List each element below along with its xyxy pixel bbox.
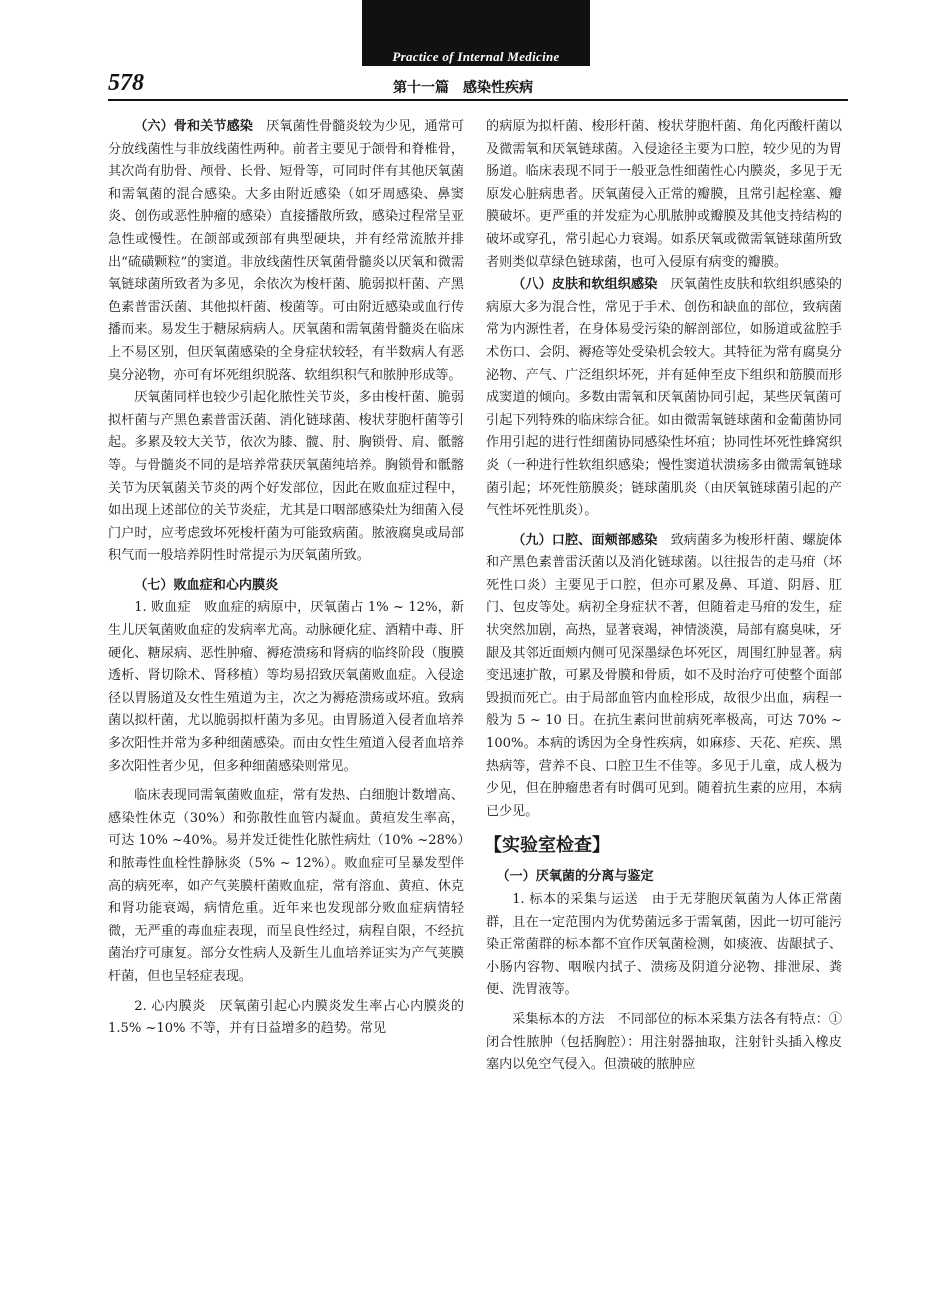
- paragraph: （八）皮肤和软组织感染 厌氧菌性皮肤和软组织感染的病原大多为混合性，常见于手术、创伤和缺血的部位，致病菌常为内源性者，在身体易受污染的解剖部位，如肠道或盆腔手术伤口、会阴、褥疮等处受染机会较大。其特征为常有腐臭分泌物、产气、广泛组织坏死，并有延伸至皮下组织和筋膜而形成窦道的倾向。多数由需氧和厌氧菌协同引起，某些厌氧菌可引起下列特殊的临床综合征。如由微需氧链球菌和金葡菌协同作用引起的进行性细菌协同感染性坏疽；协同性坏死性蜂窝织炎（一种进行性软组织感染；慢性窦道状溃疡多由微需氧链球菌引起；坏死性筋膜炎；链球菌肌炎（由厌氧链球菌引起的产气性坏死性肌炎）。: [486, 277, 843, 519]
- chapter-title: 第十一篇 感染性疾病: [393, 80, 533, 96]
- subheading: 1. 败血症: [134, 600, 191, 616]
- subheading: 1. 标本的采集与运送: [512, 892, 639, 907]
- page-number: 578: [108, 70, 144, 96]
- section-heading: （一）厌氧菌的分离与鉴定: [496, 869, 654, 885]
- header-divider: [108, 99, 848, 101]
- subheading: 2. 心内膜炎: [134, 998, 206, 1014]
- right-column: [486, 116, 842, 1077]
- section-heading: （八）皮肤和软组织感染: [512, 277, 658, 293]
- journal-banner: [362, 0, 590, 66]
- journal-title: Practice of Internal Medicine: [392, 49, 560, 64]
- paragraph: 的病原为拟杆菌、梭形杆菌、梭状芽胞杆菌、角化丙酸杆菌以及微需氧和厌氧链球菌。入侵途径主要为口腔，较少见的为胃肠道。临床表现不同于一般亚急性细菌性心内膜炎，多见于无原发心脏病患者。厌氧菌侵入正常的瓣膜，且常引起栓塞、瓣膜破坏。更严重的并发症为心肌脓肿或瓣膜及其他支持结构的破坏或穿孔，常引起心力衰竭。如系厌氧或微需氧链球菌所致者则类似草绿色链球菌，也可入侵原有病变的瓣膜。: [486, 119, 842, 270]
- section-heading: （六）骨和关节感染: [134, 119, 253, 134]
- lab-section-heading: 【实验室检查】: [484, 835, 610, 857]
- paragraph: 1. 败血症 败血症的病原中，厌氧菌占 1% ~ 12%，新生儿厌氧菌败血症的发病率尤高。动脉硬化症、酒精中毒、肝硬化、糖尿病、恶性肿瘤、褥疮溃疡和肾病的临终阶段（腹膜透析、肾切除术、肾移植）等均易招致厌氧菌败血症。入侵途径以胃肠道及女性生殖道为主，次之为褥疮溃疡或坏疽。致病菌以拟杆菌，尤以脆弱拟杆菌为多见。由胃肠道入侵者血培养多次阳性并常为多种细菌感染。而由女性生殖道入侵者血培养多次阳性者少见，但多种细菌感染则常见。: [108, 600, 464, 774]
- subheading: 采集标本的方法: [512, 1011, 605, 1027]
- paragraph: 1. 标本的采集与运送 由于无芽胞厌氧菌为人体正常菌群，且在一定范围内为优势菌远多于需氧菌，因此一切可能污染正常菌群的标本都不宜作厌氧菌检测，如痰液、齿龈拭子、小肠内容物、咽喉内拭子、溃疡及阴道分泌物、排泄尿、粪便、洗胃液等。: [486, 892, 843, 998]
- section-heading: （七）败血症和心内膜炎: [134, 577, 279, 593]
- paragraph: 2. 心内膜炎 厌氧菌引起心内膜炎发生率占心内膜炎的 1.5% ~10% 不等，并有日益增多的趋势。常见: [108, 998, 465, 1037]
- paragraph: 厌氧菌同样也较少引起化脓性关节炎，多由梭杆菌、脆弱拟杆菌与产黑色素普雷沃菌、消化链球菌、梭状芽胞杆菌等引起。多累及较大关节，依次为膝、髋、肘、胸锁骨、肩、骶髂等。与骨髓炎不同的是培养常获厌氧菌纯培养。胸锁骨和骶髂关节为厌氧菌关节炎的两个好发部位，因此在败血症过程中，如出现上述部位的关节炎症，尤其是口咽部感染灶为细菌入侵门户时，应考虑致坏死梭杆菌为可能致病菌。脓液腐臭或局部积气而一般培养阴性时常提示为厌氧菌所致。: [108, 390, 464, 564]
- paragraph: （六）骨和关节感染 厌氧菌性骨髓炎较为少见，通常可分放线菌性与非放线菌性两种。前者主要见于颌骨和脊椎骨，其次尚有肋骨、颅骨、长骨、短骨等，可同时伴有其他厌氧菌和需氧菌的混合感染。大多由附近感染（如牙周感染、鼻窦炎、创伤或恶性肿瘤的感染）直接播散所致，感染过程常呈亚急性或慢性。在颌部或颈部有典型硬块，并有经常流脓并排出“硫磺颗粒”的窦道。非放线菌性厌氧菌骨髓炎以厌氧和微需氧链球菌所致者为多见，余依次为梭杆菌、脆弱拟杆菌、产黑色素普雷沃菌、其他拟杆菌、梭菌等。可由附近感染或血行传播而来。易发生于糖尿病病人。厌氧菌和需氧菌骨髓炎在临床上不易区别，但厌氧菌感染的全身症状较轻，有半数病人有恶臭分泌物，亦可有坏死组织脱落、软组织积气和脓肿形成等。: [108, 119, 465, 383]
- paragraph: （九）口腔、面颊部感染 致病菌多为梭形杆菌、螺旋体和产黑色素普雷沃菌以及消化链球菌。以往报告的走马疳（坏死性口炎）主要见于口腔，但亦可累及鼻、耳道、阴唇、肛门、包皮等处。病初全身症状不著，但随着走马疳的发生，症状突然加剧，高热，显著衰竭，神情淡漠，局部有腐臭味，牙龈及其邻近面颊内侧可见深墨绿色坏死区，周围红肿显著。病变迅速扩散，可累及骨膜和骨质，如不及时治疗可使整个面部毁损而死亡。由于局部血管内血栓形成，故很少出血，病程一般为 5 ~ 10 日。在抗生素问世前病死率极高，可达 70% ~ 100%。本病的诱因为全身性疾病，如麻疹、天花、疟疾、黑热病等，营养不良、口腔卫生不佳等。多见于儿童，成人极为少见，但在肿瘤患者有时偶可见到。随着抗生素的应用，本病已少见。: [486, 532, 843, 819]
- left-column: [108, 116, 464, 1041]
- section-heading: （九）口腔、面颊部感染: [512, 532, 658, 548]
- paragraph: 临床表现同需氧菌败血症，常有发热、白细胞计数增高、感染性休克（30%）和弥散性血管内凝血。黄疸发生率高，可达 10% ~40%。易并发迁徙性化脓性病灶（10% ~28%）和脓毒性血栓性静脉炎（5% ~ 12%）。败血症可呈暴发型伴高的病死率，如产气荚膜杆菌败血症，常有溶血、黄疸、休克和肾功能衰竭，病情危重。近年来也发现部分败血症病情轻微，无严重的毒血症表现，而呈良性经过，病程自限，不经抗菌治疗可康复。部分女性病人及新生儿血培养证实为产气荚膜杆菌，但也呈轻症表现。: [108, 788, 464, 984]
- paragraph: 采集标本的方法 不同部位的标本采集方法各有特点：①闭合性脓肿（包括胸腔）：用注射器抽取，注射针头插入橡皮塞内以免空气侵入。但溃破的脓肿应: [486, 1011, 843, 1073]
